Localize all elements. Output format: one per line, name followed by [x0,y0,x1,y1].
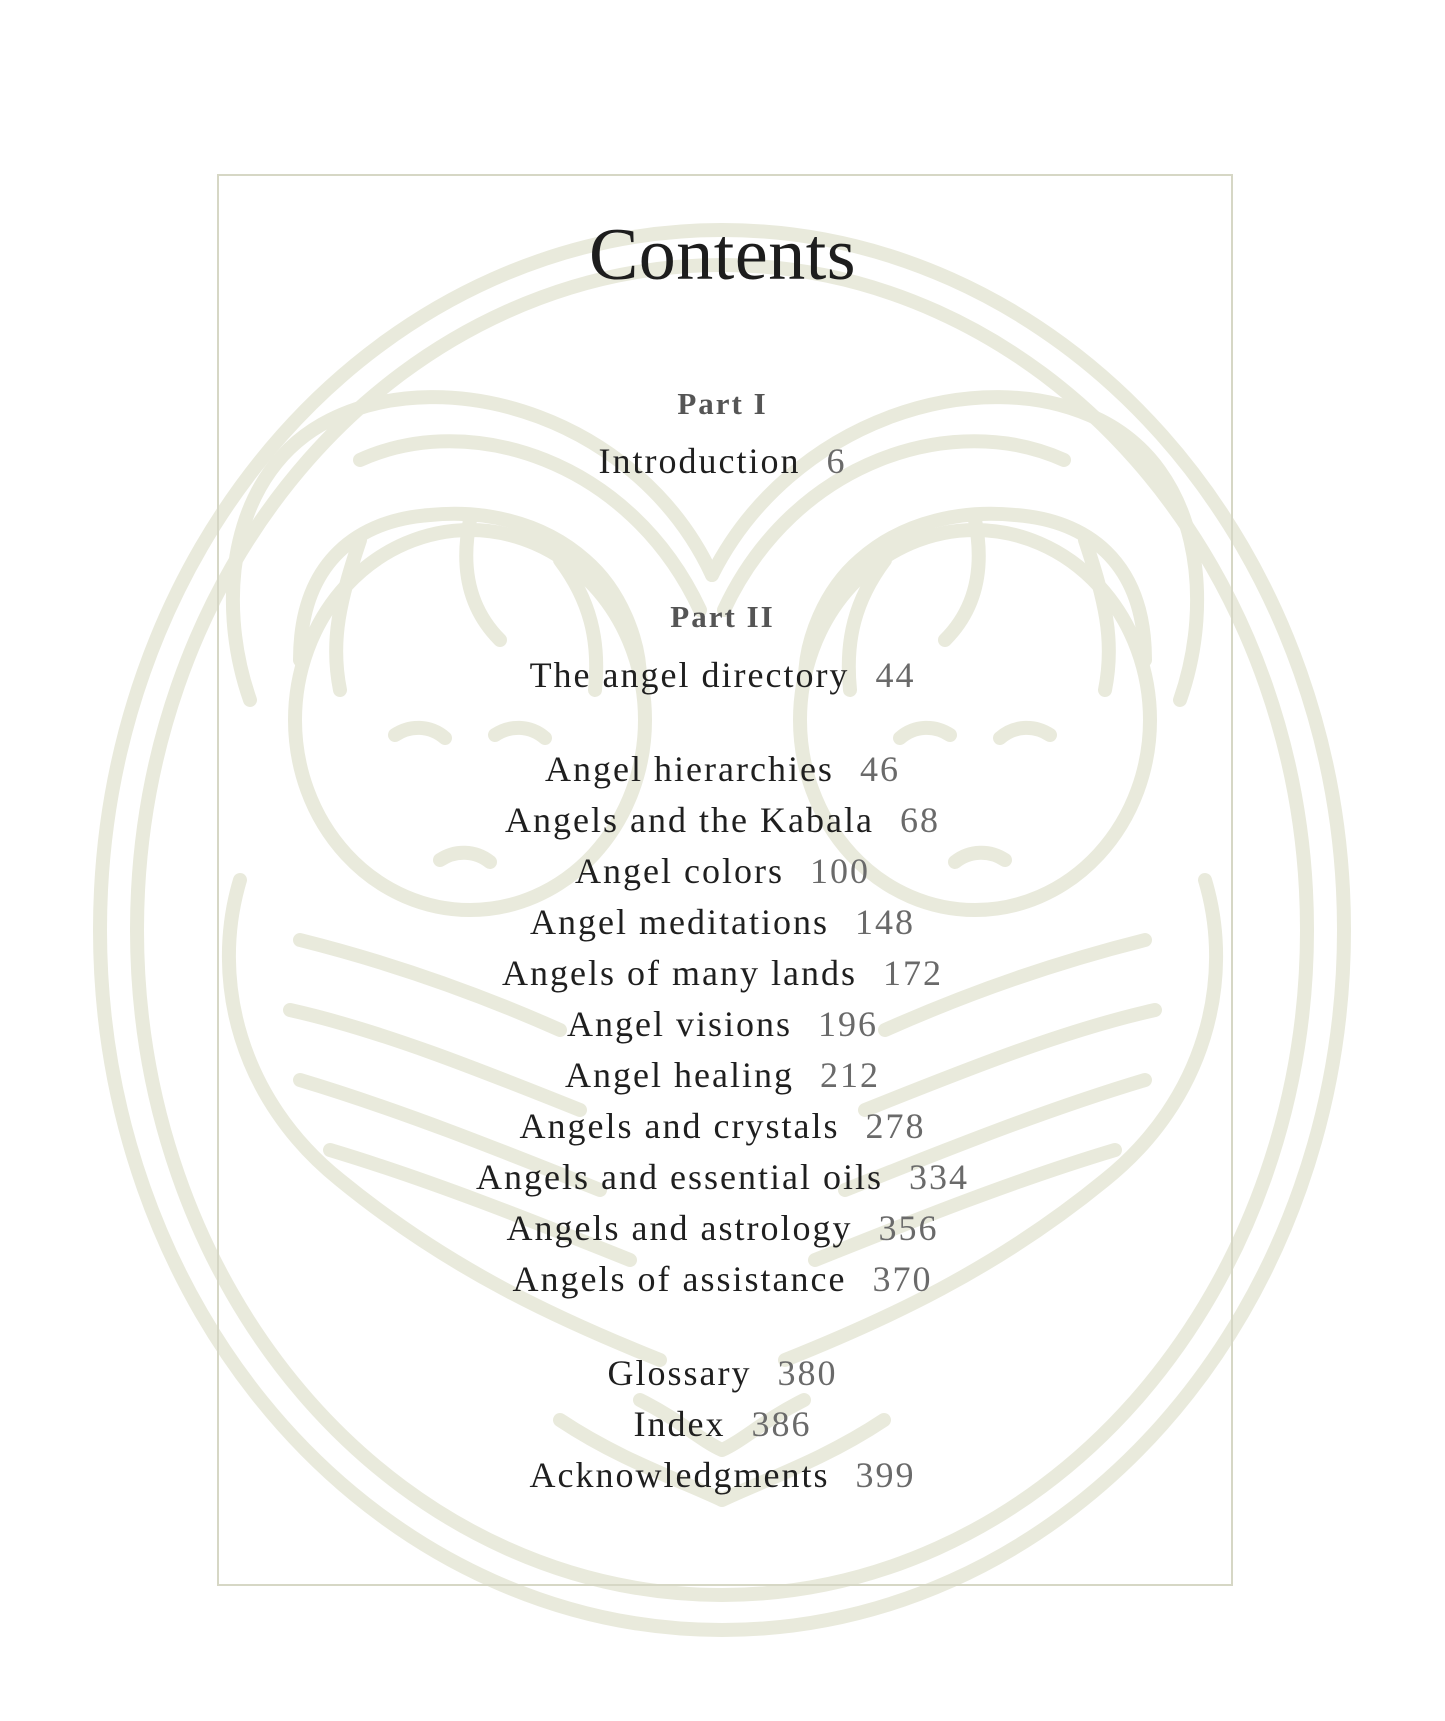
toc-entry-page: 68 [899,800,940,840]
toc-entry[interactable] [0,1457,1445,1493]
toc-entry[interactable] [0,1210,1445,1246]
toc-entry-title: Glossary [607,1353,752,1393]
toc-entry-title: Angels and astrology [506,1208,853,1248]
toc-entry-title: Angels and crystals [519,1106,840,1146]
toc-entry[interactable] [0,657,1445,693]
toc-entry-page: 148 [854,902,915,942]
toc-entry-title: Index [633,1404,726,1444]
toc-entry-page: 172 [882,953,943,993]
toc-entry[interactable] [0,1057,1445,1093]
toc-entry[interactable] [0,751,1445,787]
toc-entry-title: Angel colors [575,851,784,891]
toc-entry-page: 278 [865,1106,926,1146]
toc-entry[interactable] [0,1108,1445,1144]
toc-entry[interactable] [0,955,1445,991]
toc-entry-page: 212 [819,1055,880,1095]
toc-entry[interactable] [0,443,1445,479]
toc-entry-title: Introduction [598,441,801,481]
toc-entry-title: Angel visions [566,1004,792,1044]
toc-entry-page: 196 [818,1004,878,1044]
toc-entry[interactable] [0,853,1445,889]
toc-entry-title: Angels and essential oils [476,1157,883,1197]
toc-entry-page: 399 [855,1455,916,1495]
part-heading: Part I [677,386,768,421]
toc-entry-title: Angels and the Kabala [505,800,874,840]
toc-entry-title: Acknowledgments [529,1455,830,1495]
toc-entry-page: 334 [908,1157,969,1197]
toc-entry-title: Angel hierarchies [545,749,834,789]
toc-entry[interactable] [0,802,1445,838]
toc-entry[interactable] [0,1006,1445,1042]
toc-entry-title: The angel directory [529,655,850,695]
toc-entry[interactable] [0,1159,1445,1195]
toc-entry-page: 46 [859,749,900,789]
toc-entry[interactable] [0,1406,1445,1442]
toc-entry-page: 6 [826,441,847,481]
toc-entry-title: Angels of assistance [512,1259,847,1299]
toc-entry-page: 380 [777,1353,838,1393]
toc-entry[interactable] [0,904,1445,940]
toc-entry-page: 100 [809,851,870,891]
toc-entry-title: Angel meditations [530,902,829,942]
part-heading: Part II [670,599,775,634]
toc-entry-page: 370 [872,1259,933,1299]
page-title: Contents [588,214,857,296]
toc-entry[interactable] [0,1355,1445,1391]
toc-entry-page: 386 [751,1404,812,1444]
toc-entry-title: Angel healing [565,1055,794,1095]
toc-entry[interactable] [0,1261,1445,1297]
toc-entry-page: 356 [878,1208,939,1248]
toc-entry-title: Angels of many lands [502,953,857,993]
toc-entry-page: 44 [875,655,916,695]
